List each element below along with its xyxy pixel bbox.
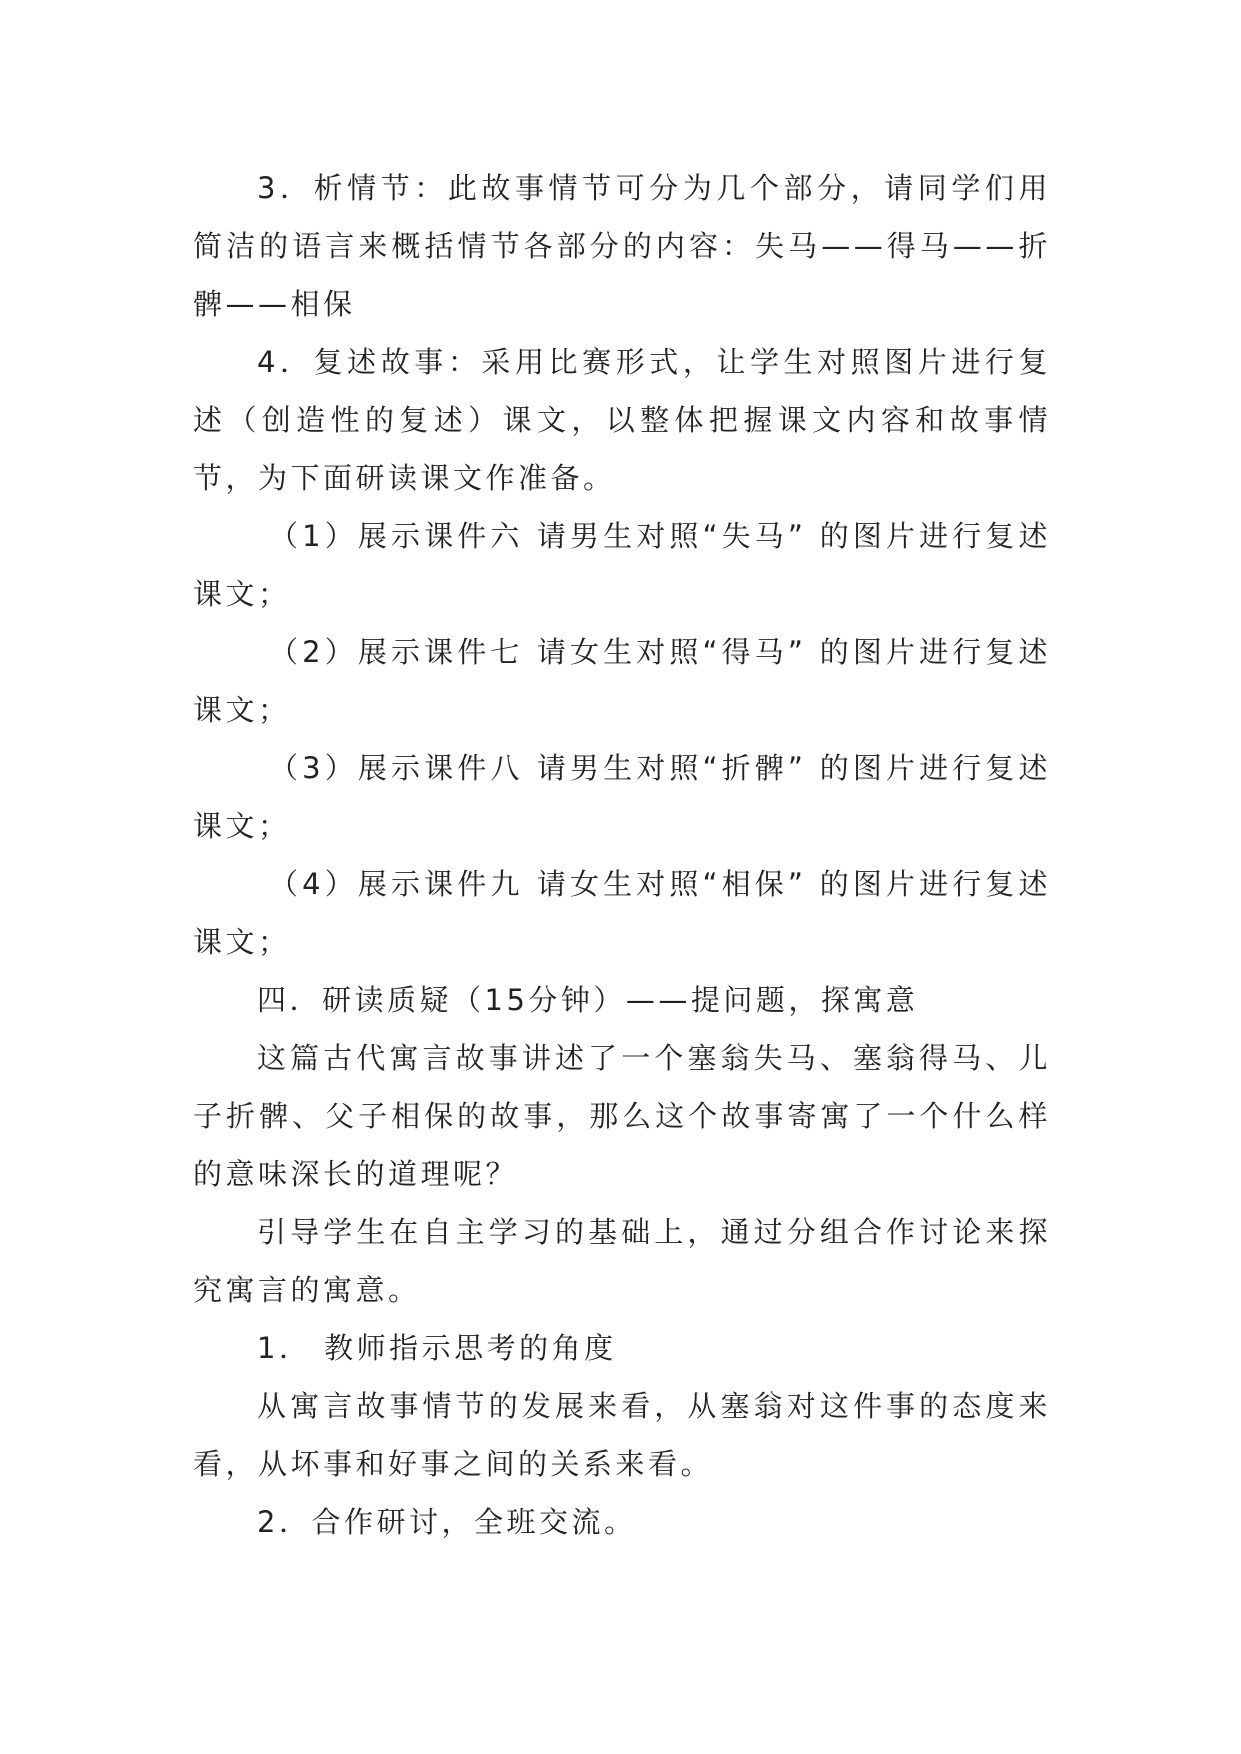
paragraph-courseware-7: （2）展示课件七 请女生对照“得马” 的图片进行复述课文； [193,635,1051,727]
paragraph-teacher-angles: 1． 教师指示思考的角度 [257,1331,617,1365]
paragraph-perspectives: 从寓言故事情节的发展来看，从塞翁对这件事的态度来看，从坏事和好事之间的关系来看。 [193,1389,1051,1481]
paragraph-retell-story: 4．复述故事：采用比赛形式，让学生对照图片进行复述（创造性的复述）课文，以整体把握课文内容和故事情节，为下面研读课文作准备。 [193,345,1051,495]
paragraph-guide-students: 引导学生在自主学习的基础上，通过分组合作讨论来探究寓言的寓意。 [193,1215,1051,1307]
paragraph-courseware-8: （3）展示课件八 请男生对照“折髀” 的图片进行复述课文； [193,751,1051,843]
section-heading-study: 四．研读质疑（15分钟）——提问题，探寓意 [257,983,919,1017]
paragraph-courseware-6: （1）展示课件六 请男生对照“失马” 的图片进行复述课文； [193,519,1051,611]
paragraph-fable-summary: 这篇古代寓言故事讲述了一个塞翁失马、塞翁得马、儿子折髀、父子相保的故事，那么这个故事寄寓了一个什么样的意味深长的道理呢？ [193,1041,1051,1191]
paragraph-courseware-9: （4）展示课件九 请女生对照“相保” 的图片进行复述课文； [193,867,1051,959]
document-body [193,159,1051,1551]
paragraph-cooperate-discuss: 2．合作研讨，全班交流。 [257,1505,637,1539]
paragraph-analyze-plot: 3．析情节：此故事情节可分为几个部分，请同学们用简洁的语言来概括情节各部分的内容：失马——得马——折髀——相保 [193,171,1051,321]
